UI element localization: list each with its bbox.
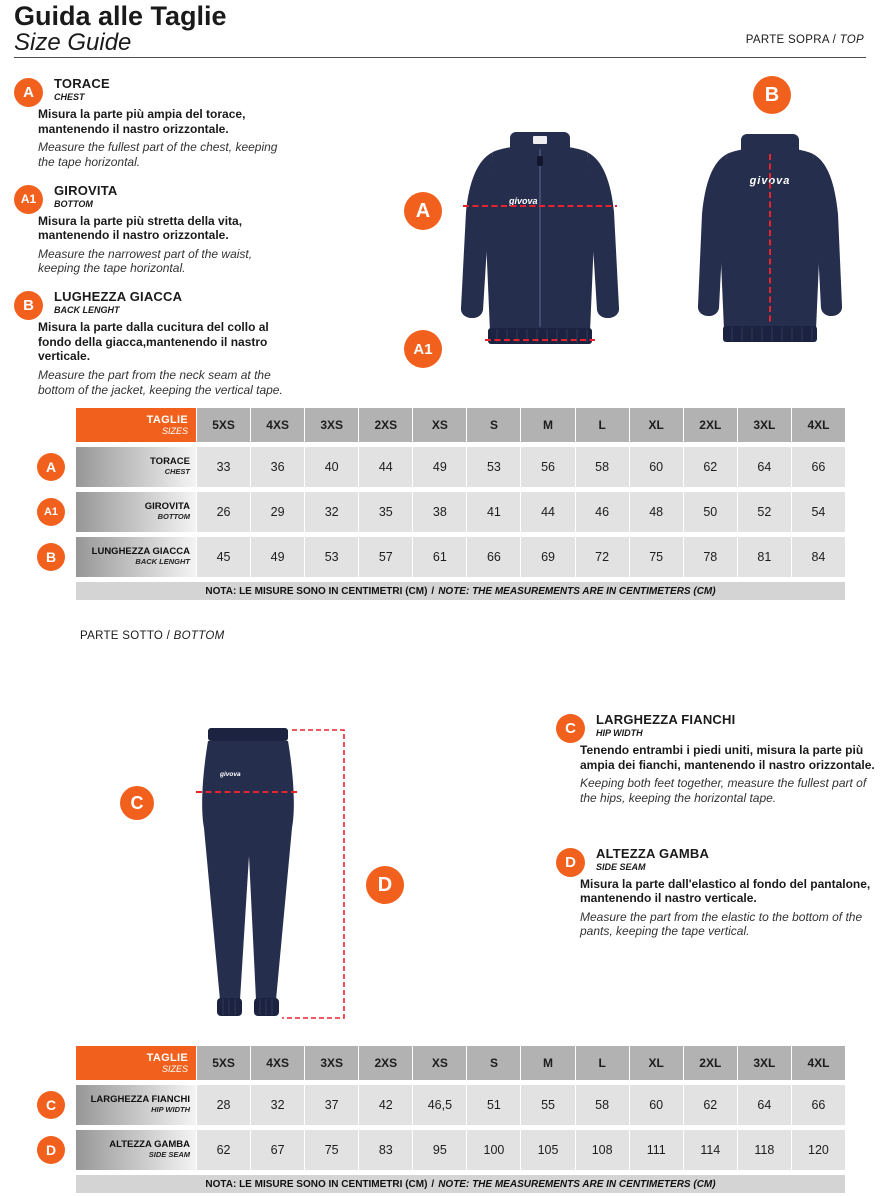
collar-patch <box>533 136 547 144</box>
instruction-bottom-waist <box>14 183 364 277</box>
pants-drawing <box>140 716 380 1046</box>
size-value-cell: 69 <box>521 537 574 577</box>
top-measurement-instructions <box>14 76 364 410</box>
row-badge-wrap <box>27 1085 75 1125</box>
instruction-chest <box>14 76 364 170</box>
instruction-side-seam <box>556 846 880 940</box>
size-value-cell: 108 <box>576 1130 629 1170</box>
row-badge-wrap <box>27 447 75 487</box>
size-value-cell: 75 <box>305 1130 358 1170</box>
row-marker-a: A <box>37 453 65 481</box>
row-label-it: ALTEZZA GAMBA <box>109 1139 190 1151</box>
size-value-cell: 32 <box>305 492 358 532</box>
brand-logo-back: givova <box>749 175 791 187</box>
measure-name-en: HIP WIDTH <box>596 728 643 738</box>
hem-band <box>488 328 592 344</box>
row-label-en: CHEST <box>164 467 190 477</box>
size-value-cell: 72 <box>576 537 629 577</box>
jacket-back-image <box>670 120 870 395</box>
size-value-cell: 105 <box>521 1130 574 1170</box>
marker-a-badge: A <box>14 78 43 107</box>
size-value-cell: 32 <box>251 1085 304 1125</box>
sizes-label: SIZES <box>161 1064 188 1074</box>
size-value-cell: 114 <box>684 1130 737 1170</box>
zipper-pull <box>537 156 543 166</box>
marker-c-badge: C <box>556 714 585 743</box>
measure-name-en: CHEST <box>54 92 85 102</box>
instruction-back-length <box>14 289 364 397</box>
back-hem-band <box>723 326 817 342</box>
measure-name-it: LUGHEZZA GIACCA <box>54 289 183 304</box>
size-column-header: XS <box>413 1046 466 1080</box>
jacket-front-image <box>425 120 655 395</box>
size-column-header: 4XL <box>792 1046 845 1080</box>
note-text-it: NOTA: LE MISURE SONO IN CENTIMETRI (CM) <box>205 1178 428 1190</box>
badge-spacer <box>27 408 75 442</box>
measure-name-en: BOTTOM <box>54 198 93 209</box>
row-marker-d: D <box>37 1136 65 1164</box>
note-separator: / <box>431 585 435 597</box>
size-table-bottom <box>27 1046 845 1193</box>
section-bottom-en: BOTTOM <box>173 630 225 642</box>
size-value-cell: 118 <box>738 1130 791 1170</box>
size-column-header: 3XS <box>305 1046 358 1080</box>
size-value-cell: 95 <box>413 1130 466 1170</box>
row-label-it: TORACE <box>150 456 190 468</box>
instruction-heading <box>54 183 364 209</box>
size-value-cell: 64 <box>738 447 791 487</box>
row-label-cell <box>76 1130 196 1170</box>
row-label-cell <box>76 1085 196 1125</box>
size-value-cell: 78 <box>684 537 737 577</box>
measurements-note <box>76 582 845 600</box>
size-value-cell: 46 <box>576 492 629 532</box>
size-table-header-row <box>27 408 845 442</box>
row-label-it: LARGHEZZA FIANCHI <box>90 1094 190 1106</box>
size-value-cell: 56 <box>521 447 574 487</box>
jacket-back-drawing <box>670 120 870 390</box>
measure-name-en: BACK LENGHT <box>54 305 120 315</box>
size-column-header: M <box>521 408 574 442</box>
size-column-header: 4XS <box>251 1046 304 1080</box>
size-value-cell: 120 <box>792 1130 845 1170</box>
note-text-en: NOTE: THE MEASUREMENTS ARE IN CENTIMETERS (CM) <box>438 1178 716 1190</box>
measure-desc-en: Measure the fullest part of the chest, keeping the tape horizontal. <box>38 140 278 169</box>
size-table-header-row <box>27 1046 845 1080</box>
size-value-cell: 44 <box>521 492 574 532</box>
garment-marker-d: D <box>366 866 404 904</box>
sizes-header-cell <box>76 1046 196 1080</box>
size-value-cell: 62 <box>684 1085 737 1125</box>
right-cuff <box>254 998 279 1016</box>
jacket-front-drawing <box>425 120 655 390</box>
taglie-label: TAGLIE <box>146 414 188 426</box>
size-table-top <box>27 408 845 600</box>
size-value-cell: 66 <box>792 1085 845 1125</box>
size-value-cell: 35 <box>359 492 412 532</box>
pants-body <box>202 741 294 1000</box>
brand-logo-front: givova <box>509 196 538 206</box>
size-value-cell: 46,5 <box>413 1085 466 1125</box>
note-separator: / <box>431 1178 435 1190</box>
size-value-cell: 48 <box>630 492 683 532</box>
size-column-header: S <box>467 1046 520 1080</box>
garment-marker-b: B <box>753 76 791 114</box>
size-value-cell: 49 <box>251 537 304 577</box>
size-column-header: 3XS <box>305 408 358 442</box>
measure-name-en: SIDE SEAM <box>596 861 646 872</box>
note-text-en: NOTE: THE MEASUREMENTS ARE IN CENTIMETERS (CM) <box>438 585 716 597</box>
measure-desc-it: Misura la parte più stretta della vita, mantenendo il nastro orizzontale. <box>38 213 243 243</box>
size-column-header: 2XL <box>684 1046 737 1080</box>
size-column-header: M <box>521 1046 574 1080</box>
section-top-it: PARTE SOPRA / <box>745 34 837 46</box>
size-value-cell: 33 <box>197 447 250 487</box>
size-column-header: 2XL <box>684 408 737 442</box>
garment-marker-c: C <box>120 786 154 820</box>
row-badge-wrap <box>27 537 75 577</box>
garment-marker-a: A <box>404 192 442 230</box>
row-label-cell <box>76 492 196 532</box>
size-value-cell: 40 <box>305 447 358 487</box>
row-label-cell <box>76 537 196 577</box>
row-marker-c: C <box>37 1091 65 1119</box>
size-column-header: L <box>576 408 629 442</box>
size-value-cell: 84 <box>792 537 845 577</box>
page-subtitle: Size Guide <box>14 29 132 57</box>
size-column-header: 4XL <box>792 408 845 442</box>
pants-image <box>140 716 380 1051</box>
size-value-cell: 26 <box>197 492 250 532</box>
size-column-header: 2XS <box>359 1046 412 1080</box>
bottom-measurement-instructions <box>556 712 880 979</box>
instruction-heading <box>596 712 880 738</box>
measure-desc-it: Misura la parte più ampia del torace, mantenendo il nastro orizzontale. <box>38 107 246 136</box>
row-badge-wrap <box>27 492 75 532</box>
note-text-it: NOTA: LE MISURE SONO IN CENTIMETRI (CM) <box>205 585 428 597</box>
row-label-en: BACK LENGHT <box>135 557 190 567</box>
measure-desc-en: Keeping both feet together, measure the fullest part of the hips, keeping the horizontal tape. <box>580 776 867 805</box>
size-value-cell: 67 <box>251 1130 304 1170</box>
size-column-header: S <box>467 408 520 442</box>
measure-name-it: LARGHEZZA FIANCHI <box>596 712 736 727</box>
measure-name-it: TORACE <box>54 76 110 91</box>
size-value-cell: 45 <box>197 537 250 577</box>
size-value-cell: 42 <box>359 1085 412 1125</box>
size-value-cell: 66 <box>467 537 520 577</box>
size-value-cell: 57 <box>359 537 412 577</box>
size-column-header: 3XL <box>738 1046 791 1080</box>
measure-name-it: GIROVITA <box>54 182 118 198</box>
measure-desc-en: Measure the narrowest part of the waist, keeping the tape horizontal. <box>38 246 253 276</box>
size-value-cell: 28 <box>197 1085 250 1125</box>
size-column-header: L <box>576 1046 629 1080</box>
size-value-cell: 62 <box>197 1130 250 1170</box>
size-value-cell: 55 <box>521 1085 574 1125</box>
sizes-label: SIZES <box>161 426 188 436</box>
section-bottom-it: PARTE SOTTO / <box>80 630 171 642</box>
size-column-header: 3XL <box>738 408 791 442</box>
size-value-cell: 53 <box>467 447 520 487</box>
size-value-cell: 60 <box>630 1085 683 1125</box>
measure-desc-it: Tenendo entrambi i piedi uniti, misura la parte più ampia dei fianchi, mantenendo il nastro orizzontale. <box>580 743 875 772</box>
instruction-heading <box>596 846 880 872</box>
size-value-cell: 29 <box>251 492 304 532</box>
size-value-cell: 38 <box>413 492 466 532</box>
size-value-cell: 81 <box>738 537 791 577</box>
size-row-b <box>27 537 845 577</box>
section-label-bottom <box>80 630 224 642</box>
size-value-cell: 75 <box>630 537 683 577</box>
row-marker-a1: A1 <box>37 498 65 526</box>
size-column-header: 2XS <box>359 408 412 442</box>
size-value-cell: 61 <box>413 537 466 577</box>
size-value-cell: 51 <box>467 1085 520 1125</box>
size-column-header: 4XS <box>251 408 304 442</box>
page-header <box>14 0 227 56</box>
row-label-en: HIP WIDTH <box>151 1105 190 1115</box>
measure-desc-en: Measure the part from the elastic to the bottom of the pants, keeping the tape vertical. <box>580 909 863 939</box>
sizes-header-cell <box>76 408 196 442</box>
size-value-cell: 58 <box>576 447 629 487</box>
size-row-d <box>27 1130 845 1170</box>
size-value-cell: 111 <box>630 1130 683 1170</box>
instruction-heading <box>54 289 364 315</box>
left-cuff <box>217 998 242 1016</box>
row-badge-wrap <box>27 1130 75 1170</box>
section-label-top <box>746 34 864 46</box>
size-value-cell: 50 <box>684 492 737 532</box>
row-marker-b: B <box>37 543 65 571</box>
row-label-en: SIDE SEAM <box>148 1150 190 1160</box>
size-value-cell: 37 <box>305 1085 358 1125</box>
marker-d-badge: D <box>556 848 585 877</box>
brand-logo-pants: givova <box>220 771 241 778</box>
size-row-c <box>27 1085 845 1125</box>
size-value-cell: 83 <box>359 1130 412 1170</box>
size-column-header: XL <box>630 1046 683 1080</box>
row-label-it: GIROVITA <box>144 501 190 513</box>
size-value-cell: 49 <box>413 447 466 487</box>
size-value-cell: 44 <box>359 447 412 487</box>
row-label-en: BOTTOM <box>157 512 190 522</box>
measure-desc-it: Misura la parte dall'elastico al fondo del pantalone, mantenendo il nastro verticale. <box>580 876 871 906</box>
size-value-cell: 58 <box>576 1085 629 1125</box>
size-value-cell: 66 <box>792 447 845 487</box>
instruction-heading <box>54 76 364 102</box>
size-column-header: XL <box>630 408 683 442</box>
size-column-header: 5XS <box>197 1046 250 1080</box>
size-value-cell: 64 <box>738 1085 791 1125</box>
size-column-header: 5XS <box>197 408 250 442</box>
marker-a1-badge: A1 <box>14 185 43 214</box>
taglie-label: TAGLIE <box>146 1052 188 1064</box>
measure-desc-en: Measure the part from the neck seam at the bottom of the jacket, keeping the vertical tape. <box>38 367 283 397</box>
size-value-cell: 54 <box>792 492 845 532</box>
size-value-cell: 62 <box>684 447 737 487</box>
row-label-it: LUNGHEZZA GIACCA <box>91 546 190 558</box>
size-value-cell: 60 <box>630 447 683 487</box>
measure-name-it: ALTEZZA GAMBA <box>596 845 710 861</box>
section-top-en: TOP <box>839 34 864 46</box>
header-divider <box>14 57 866 58</box>
measure-desc-it: Misura la parte dalla cucitura del collo al fondo della giacca,mantenendo il nastro verticale. <box>38 320 269 364</box>
size-column-header: XS <box>413 408 466 442</box>
waistband <box>208 728 288 741</box>
marker-b-badge: B <box>14 291 43 320</box>
page-title: Guida alle Taglie <box>14 1 227 31</box>
garment-marker-a1: A1 <box>404 330 442 368</box>
row-label-cell <box>76 447 196 487</box>
badge-spacer <box>27 1046 75 1080</box>
size-value-cell: 41 <box>467 492 520 532</box>
size-value-cell: 52 <box>738 492 791 532</box>
measurements-note <box>76 1175 845 1193</box>
size-value-cell: 36 <box>251 447 304 487</box>
size-value-cell: 53 <box>305 537 358 577</box>
size-row-a <box>27 447 845 487</box>
size-row-a1 <box>27 492 845 532</box>
size-value-cell: 100 <box>467 1130 520 1170</box>
instruction-hip-width <box>556 712 880 806</box>
